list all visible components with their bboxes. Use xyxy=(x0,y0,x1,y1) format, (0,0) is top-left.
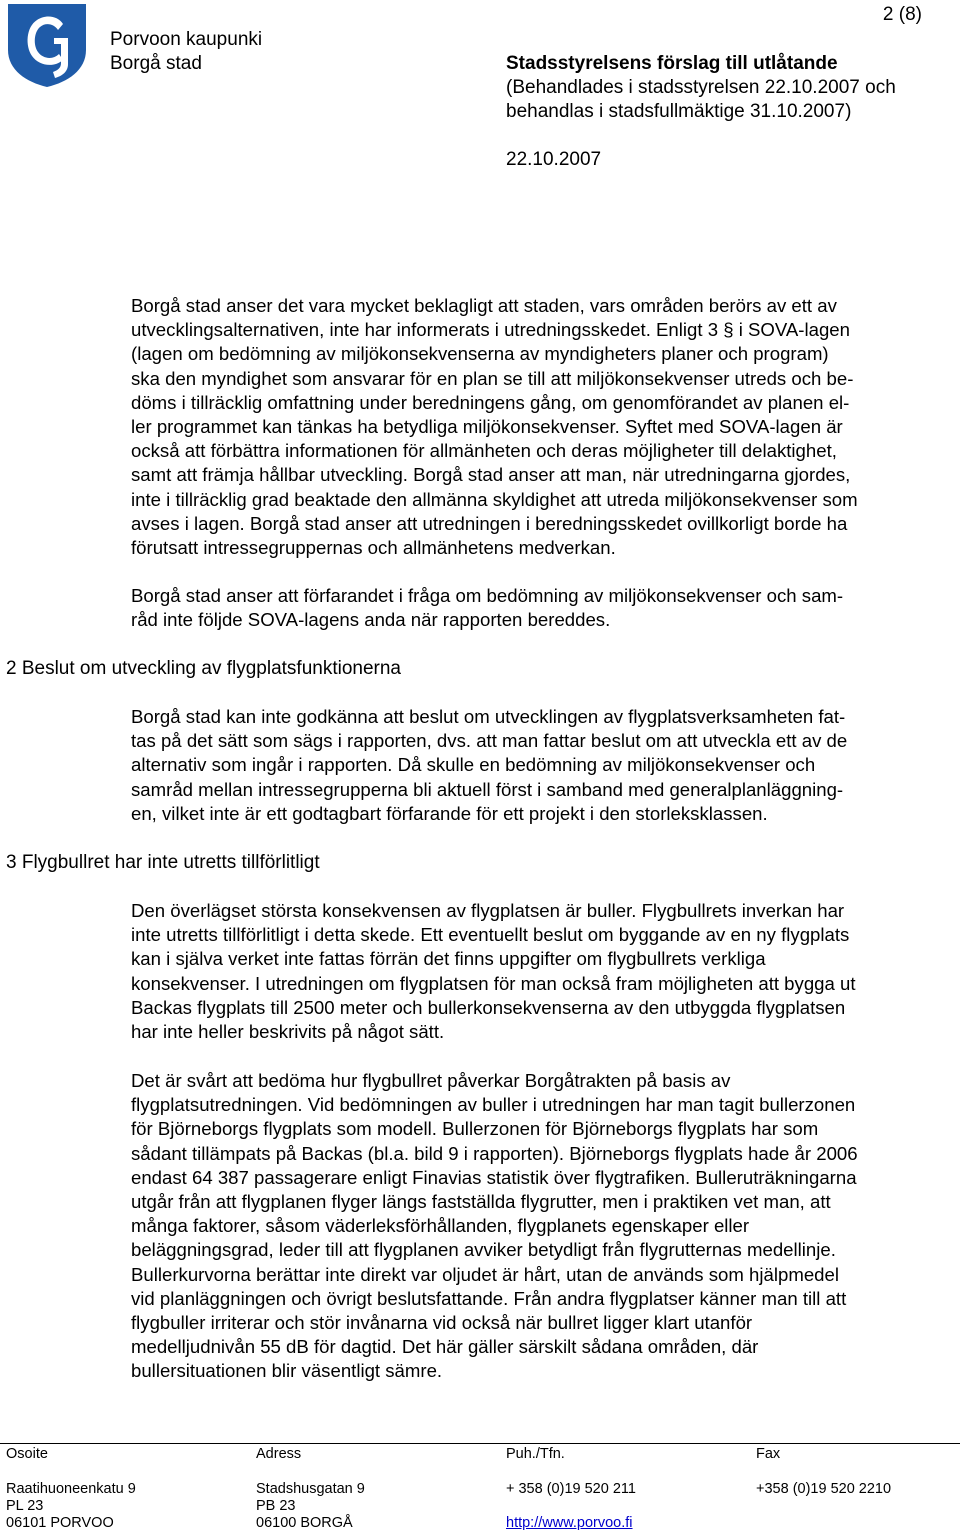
document-subtitle-line2: behandlas i stadsfullmäktige 31.10.2007) xyxy=(506,101,852,122)
text-line: (lagen om bedömning av miljökonsekvenserna av myndigheters planer och program) xyxy=(131,343,829,365)
text-line: ska den myndighet som ansvarar för en plan se till att miljökonsekvenser utreds och be- xyxy=(131,367,854,389)
text-line: utgår från att flygplanen flyger längs fastställda flygrutter, men i praktiken vet man, att xyxy=(131,1191,831,1213)
section-heading-2: 2 Beslut om utveckling av flygplatsfunktionerna xyxy=(6,658,401,679)
text-line: Bullerkurvorna berättar inte direkt var oljudet är hårt, utan de används som hjälpmedel xyxy=(131,1263,839,1285)
text-line: många faktorer, såsom väderleksförhållanden, flygplanets egenskaper eller xyxy=(131,1215,750,1237)
document-subtitle-line1: (Behandlades i stadsstyrelsen 22.10.2007 och xyxy=(506,77,896,98)
paragraph-3-text xyxy=(131,705,955,826)
text-line: endast 64 387 passagerare enligt Finavias statistik över flygtrafiken. Bulleruträkningarna xyxy=(131,1166,857,1188)
footer-postal-fi: 06101 PORVOO xyxy=(6,1515,114,1531)
org-name-finnish: Porvoon kaupunki xyxy=(110,29,263,50)
text-line: kan i själva verket inte fattas förrän det finns uppgifter om flygbullrets verkliga xyxy=(131,948,766,970)
footer-pobox-fi: PL 23 xyxy=(6,1498,44,1514)
text-line: inte utretts tillförlitligt i detta skede. Ett eventuellt beslut om byggande av en ny flygplats xyxy=(131,924,850,946)
text-line: vid planläggningen och övrigt beslutsfattande. Från andra flygplatser känner man till att xyxy=(131,1287,847,1309)
text-line: Borgå stad anser att förfarandet i fråga om bedömning av miljökonsekvenser och sam- xyxy=(131,585,844,606)
footer-website-link[interactable]: http://www.porvoo.fi xyxy=(506,1515,633,1531)
text-line: Det är svårt att bedöma hur flygbullret påverkar Borgåtrakten på basis av xyxy=(131,1070,731,1091)
paragraph-4-text xyxy=(131,899,955,1044)
footer-phone-column xyxy=(506,1481,636,1532)
text-line: alternativ som ingår i rapporten. Då skulle en bedömning av miljökonsekvenser och xyxy=(131,754,816,776)
text-line: avses i lagen. Borgå stad anser att utredningen i beredningsskedet ovillkorligt borde ha xyxy=(131,512,848,534)
text-line: utvecklingsalternativen, inte har informerats i utredningsskedet. Enligt 3 § i SOVA-lagen xyxy=(131,319,850,341)
text-line: Borgå stad anser det vara mycket beklagligt att staden, vars områden berörs av ett av xyxy=(131,295,837,316)
footer-street-fi: Raatihuoneenkatu 9 xyxy=(6,1481,136,1497)
text-line: beläggningsgrad, leder till att flygplanen avviker betydligt från flygrutternas medellinje. xyxy=(131,1239,836,1261)
text-line: samt att främja hållbar utveckling. Borgå stad anser att man, när utredningarna gjordes, xyxy=(131,464,851,486)
paragraph-2-text xyxy=(131,584,955,632)
footer-label-fax: Fax xyxy=(756,1446,781,1462)
text-line: flygplatsutredningen. Vid bedömningen av buller i utredningen har man tagit bullerzonen xyxy=(131,1094,856,1116)
paragraph-2 xyxy=(131,584,955,632)
footer-fax: +358 (0)19 520 2210 xyxy=(756,1481,892,1497)
page-number: 2 (8) xyxy=(882,4,922,25)
footer-divider xyxy=(0,1443,960,1444)
text-line: döms i tillräcklig omfattning under beredningens gång, om genomförandet av planen el- xyxy=(131,391,850,413)
logo-shield xyxy=(8,4,86,87)
document-title: Stadsstyrelsens förslag till utlåtande xyxy=(506,53,838,74)
text-line: har inte heller beskrivits på något sätt. xyxy=(131,1021,445,1043)
paragraph-5-text xyxy=(131,1069,955,1384)
paragraph-1-text xyxy=(131,294,955,560)
paragraph-1 xyxy=(131,294,955,560)
footer-pobox-sv: PB 23 xyxy=(256,1498,296,1514)
paragraph-4 xyxy=(131,899,955,1044)
footer-label-address-sv: Adress xyxy=(256,1446,302,1462)
paragraph-5 xyxy=(131,1069,955,1384)
footer-label-phone: Puh./Tfn. xyxy=(506,1446,565,1462)
text-line: flygbuller irriterar och stör invånarna vid också när bullret ligger klart utanför xyxy=(131,1312,753,1334)
text-line: samråd mellan intressegrupperna bli aktuell först i samband med generalplanläggning- xyxy=(131,778,844,800)
text-line: för Björneborgs flygplats som modell. Bullerzonen för Björneborgs flygplats har som xyxy=(131,1118,819,1140)
text-line: en, vilket inte är ett godtagbart förfarande för ett projekt i den storleksklassen. xyxy=(131,802,768,824)
text-line: sådant tillämpats på Backas (bl.a. bild 9 i rapporten). Björneborgs flygplats hade år 2006 xyxy=(131,1142,858,1164)
text-line: bullersituationen blir väsentligt sämre. xyxy=(131,1360,443,1382)
text-line: konsekvenser. I utredningen om flygplatsen för man också fram möjligheten att bygga ut xyxy=(131,972,856,994)
text-line: ler programmet kan tänkas ha betydliga miljökonsekvenser. Syftet med SOVA-lagen är xyxy=(131,416,843,438)
footer-label-address-fi: Osoite xyxy=(6,1446,48,1462)
footer-address-fi xyxy=(6,1481,136,1532)
document-date: 22.10.2007 xyxy=(506,149,602,170)
text-line: medelljudnivån 55 dB för dagtid. Det här gäller särskilt sådana områden, där xyxy=(131,1336,759,1358)
section-heading-3: 3 Flygbullret har inte utretts tillförlitligt xyxy=(6,852,320,873)
text-line: Backas flygplats till 2500 meter och bullerkonsekvenserna av den utbyggda flygplatsen xyxy=(131,996,846,1018)
org-name-swedish: Borgå stad xyxy=(110,53,202,74)
text-line: Den överlägset största konsekvensen av flygplatsen är buller. Flygbullrets inverkan har xyxy=(131,900,845,921)
paragraph-3 xyxy=(131,705,955,826)
footer-address-sv xyxy=(256,1481,365,1532)
text-line: inte i tillräcklig grad beaktade den allmänna skyldighet att utreda miljökonsekvenser som xyxy=(131,488,858,510)
footer-street-sv: Stadshusgatan 9 xyxy=(256,1481,365,1497)
footer-phone: + 358 (0)19 520 211 xyxy=(506,1481,636,1497)
porvoo-coat-of-arms-logo xyxy=(6,2,88,88)
text-line: tas på det sätt som sägs i rapporten, dvs. att man fattar beslut om att utveckla ett av de xyxy=(131,730,848,752)
footer-fax-column xyxy=(756,1481,891,1498)
footer-postal-sv: 06100 BORGÅ xyxy=(256,1515,353,1531)
text-line: Borgå stad kan inte godkänna att beslut om utvecklingen av flygplatsverksamheten fat- xyxy=(131,706,846,727)
text-line: förutsatt intressegruppernas och allmänhetens medverkan. xyxy=(131,537,616,559)
text-line: också att förbättra informationen för allmänheten och deras möjligheter till delaktighet, xyxy=(131,440,837,462)
text-line: råd inte följde SOVA-lagens anda när rapporten bereddes. xyxy=(131,609,611,631)
